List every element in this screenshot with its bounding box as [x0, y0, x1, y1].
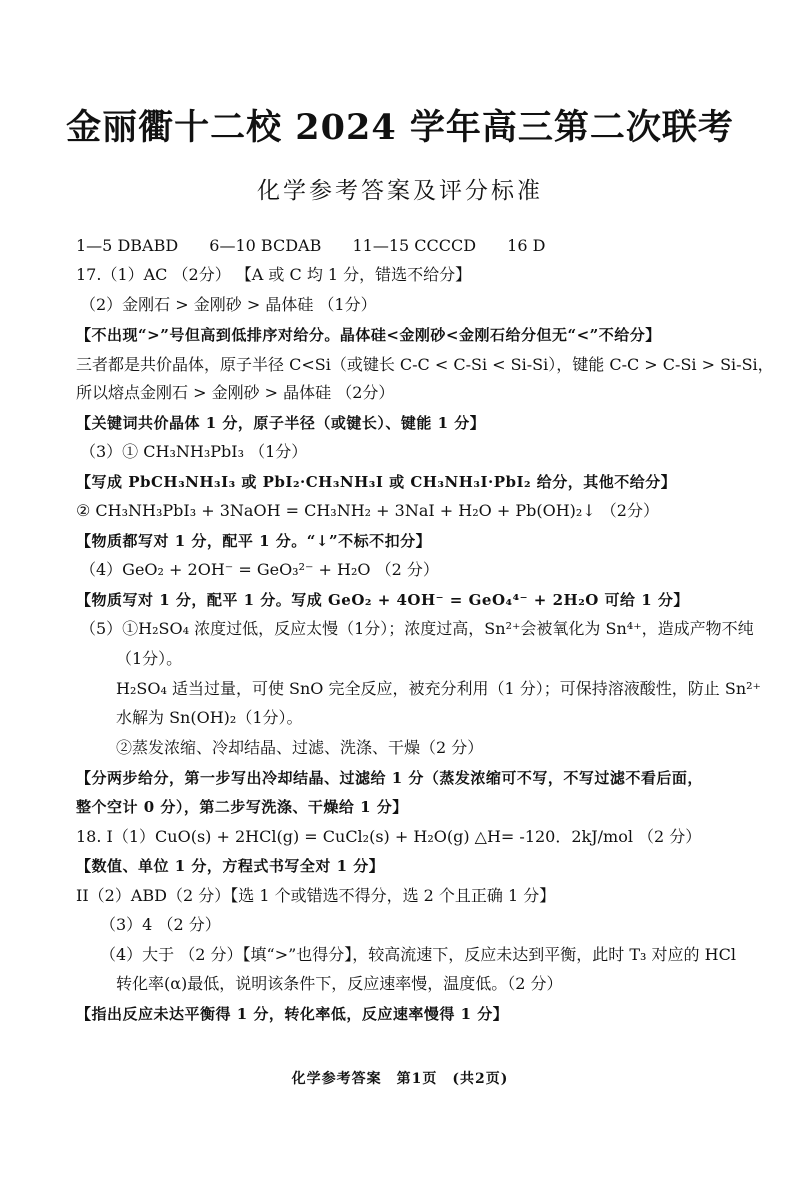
q17-part5-cont: 水解为 Sn(OH)₂（1分）。 — [116, 708, 303, 727]
scoring-note: 【物质写对 1 分，配平 1 分。写成 GeO₂ + 4OH⁻ = GeO₄⁴⁻ + 2H₂O 可给 1 分】 — [76, 591, 689, 609]
scoring-note: 【分两步给分，第一步写出冷却结晶、过滤给 1 分（蒸发浓缩可不写，不写过滤不看后面， — [76, 769, 703, 787]
q17-equation: ② CH₃NH₃PbI₃ + 3NaOH = CH₃NH₂ + 3NaI + H₂O + Pb(OH)₂↓ （2分） — [76, 501, 659, 520]
mc-range: 16 — [507, 236, 528, 255]
page-subtitle: 化学参考答案及评分标准 — [257, 178, 543, 204]
page-title: 金丽衢十二校 2024 学年高三第二次联考 — [66, 107, 734, 148]
q17-explanation-cont: 所以熔点金刚石 > 金刚砂 > 晶体硅 （2分） — [76, 383, 395, 402]
scoring-note: 【关键词共价晶体 1 分，原子半径（或键长）、键能 1 分】 — [76, 414, 486, 432]
mc-answers: CCCCD — [414, 236, 477, 255]
scoring-note: 【不出现“>”号但高到低排序对给分。晶体硅<金刚砂<金刚石给分但无“<”不给分】 — [76, 326, 661, 344]
page-footer: 化学参考答案 第1页 (共2页) — [291, 1071, 509, 1087]
q17-part5: （5）①H₂SO₄ 浓度过低，反应太慢（1分）；浓度过高，Sn²⁺会被氧化为 Sn⁴⁺，造成产物不纯 — [80, 619, 754, 638]
q17-part1: 17.（1）AC （2分） 【A 或 C 均 1 分，错选不给分】 — [76, 265, 472, 284]
mc-answers-row — [76, 235, 545, 257]
mc-range: 11—15 — [352, 236, 410, 255]
scoring-note: 【物质都写对 1 分，配平 1 分。“↓”不标不扣分】 — [76, 532, 432, 550]
q17-part5-cont: （1分）。 — [116, 649, 183, 668]
mc-answers: BCDAB — [260, 236, 322, 255]
mc-answers: D — [532, 236, 546, 255]
q17-explanation: 三者都是共价晶体，原子半径 C<Si（或键长 C-C < C-Si < Si-Si），键能 C-C > C-Si > Si-Si， — [76, 355, 774, 374]
q18-part4-cont: 转化率(α)最低，说明该条件下，反应速率慢，温度低。（2 分） — [116, 974, 563, 993]
q18-part1: 18. I（1）CuO(s) + 2HCl(g) = CuCl₂(s) + H₂O(g) △H= -120．2kJ/mol （2 分） — [76, 827, 702, 846]
q18-part4: （4）大于 （2 分）【填“>”也得分】，较高流速下，反应未达到平衡，此时 T₃ 对应的 HCl — [100, 945, 736, 964]
q17-part4: （4）GeO₂ + 2OH⁻ = GeO₃²⁻ + H₂O （2 分） — [80, 560, 439, 579]
scoring-note-cont: 整个空计 0 分），第二步写洗涤、干燥给 1 分】 — [76, 798, 408, 816]
mc-range: 6—10 — [209, 236, 256, 255]
q17-part5-cont: H₂SO₄ 适当过量，可使 SnO 完全反应，被充分利用（1 分）；可保持溶液酸性，防止 Sn²⁺ — [116, 679, 761, 698]
q17-part3: （3）① CH₃NH₃PbI₃ （1分） — [80, 442, 308, 461]
mc-answers: DBABD — [117, 236, 179, 255]
q17-part5-step2: ②蒸发浓缩、冷却结晶、过滤、洗涤、干燥（2 分） — [116, 738, 484, 757]
q18-part3: （3）4 （2 分） — [100, 915, 221, 934]
scoring-note: 【写成 PbCH₃NH₃I₃ 或 PbI₂·CH₃NH₃I 或 CH₃NH₃I·PbI₂ 给分，其他不给分】 — [76, 473, 677, 491]
scoring-note: 【数值、单位 1 分，方程式书写全对 1 分】 — [76, 857, 385, 875]
q17-part2: （2）金刚石 > 金刚砂 > 晶体硅 （1分） — [80, 295, 377, 314]
mc-range: 1—5 — [76, 236, 113, 255]
scoring-note: 【指出反应未达平衡得 1 分，转化率低，反应速率慢得 1 分】 — [76, 1005, 509, 1023]
q18-part2: II（2）ABD（2 分）【选 1 个或错选不得分，选 2 个且正确 1 分】 — [76, 886, 556, 905]
